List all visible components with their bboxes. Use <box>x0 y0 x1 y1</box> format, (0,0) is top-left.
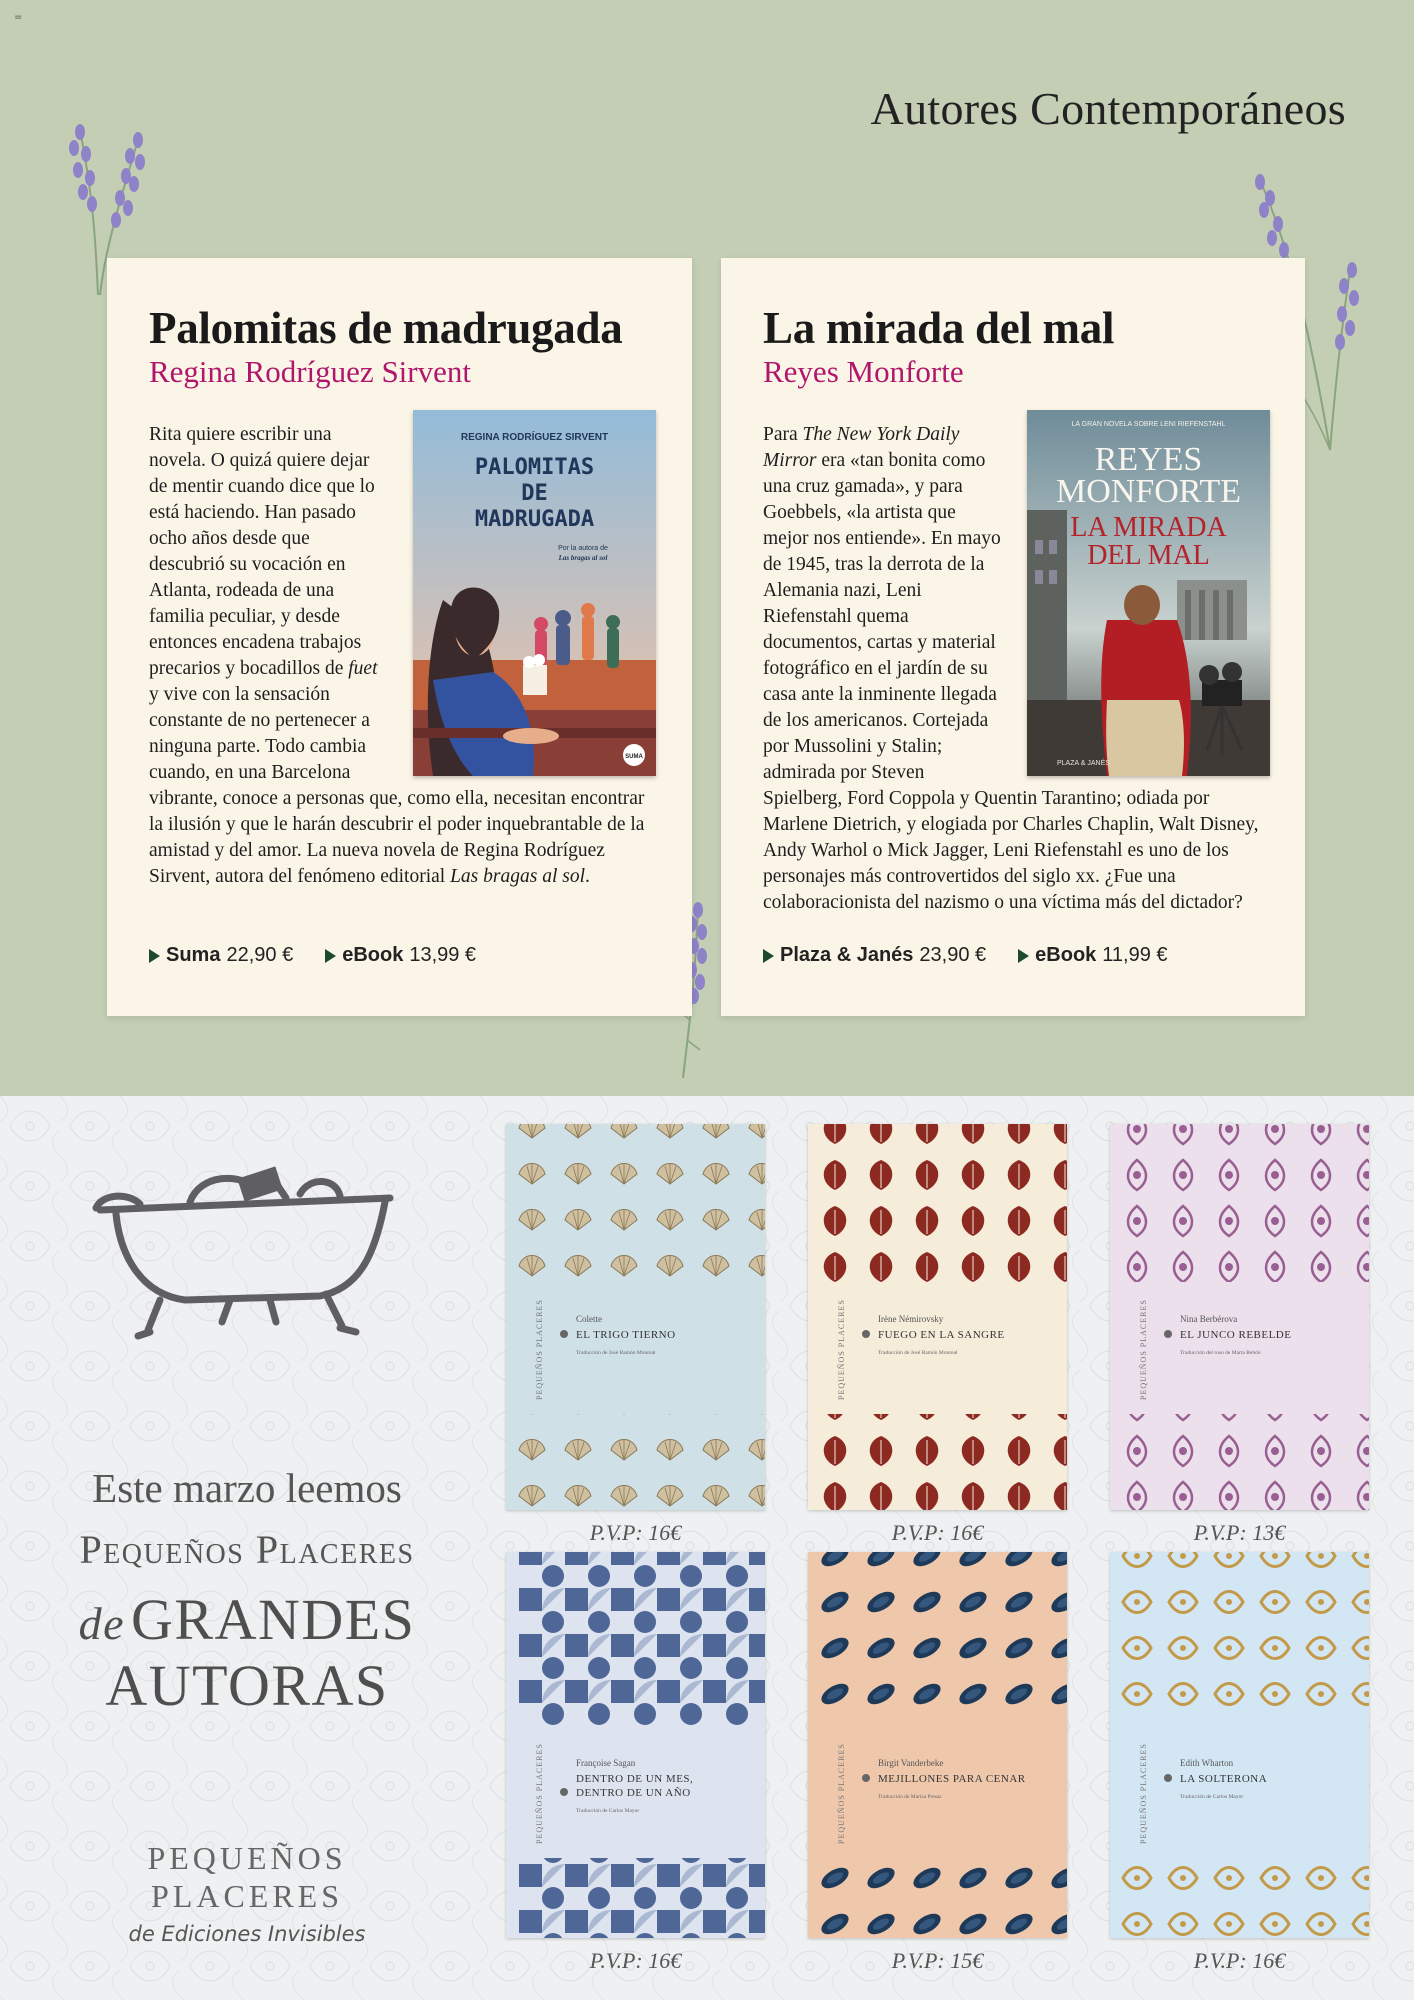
collection-book-price: P.V.P: 15€ <box>891 1948 984 1973</box>
cover-author: REGINA RODRÍGUEZ SIRVENT <box>460 432 609 443</box>
publisher-mark-icon <box>560 1788 568 1796</box>
cover-title-line: PALOMITAS <box>474 455 595 480</box>
cover-translator: Traducción de José Ramón Monreal <box>576 1350 656 1356</box>
promo-heading <box>0 1586 494 1653</box>
publisher-mark-icon <box>560 1330 568 1338</box>
cover-wrap-space <box>389 422 657 784</box>
book-author: Regina Rodríguez Sirvent <box>149 354 471 389</box>
collection-book-cover[interactable] <box>1110 1124 1369 1510</box>
cover-author: Françoise Sagan <box>576 1758 636 1768</box>
cover-title: LA SOLTERONA <box>1180 1773 1268 1785</box>
cover-translator: Traducción de Marisa Presas <box>878 1794 942 1800</box>
book-title: La mirada del mal <box>763 303 1115 353</box>
publisher-mark-icon <box>1164 1330 1172 1338</box>
menu-icon[interactable]: = <box>14 12 23 23</box>
cover-title-line: DEL MAL <box>1087 540 1210 571</box>
price-ebook[interactable] <box>325 944 476 967</box>
book-card <box>721 258 1305 1016</box>
promo-heading: Este marzo leemos <box>92 1465 402 1511</box>
cover-spine-label: PEQUEÑOS PLACERES <box>535 1743 544 1844</box>
book-author: Reyes Monforte <box>763 354 964 389</box>
cover-publisher-logo: PLAZA & JANÉS <box>1057 760 1110 767</box>
brand-publisher: de Ediciones Invisibles <box>128 1922 366 1946</box>
collection-book-cover[interactable] <box>506 1552 765 1938</box>
collection-book-cover[interactable] <box>808 1124 1067 1510</box>
price-value: 11,99 € <box>1102 944 1168 966</box>
brand-logo: PLACERES <box>150 1878 344 1914</box>
cover-translator: Traducción de Carlos Mayor <box>576 1808 640 1814</box>
cover-pattern-baroque <box>1110 1552 1369 1938</box>
promo-panel <box>0 1096 500 2000</box>
edition-label: Plaza & Janés <box>780 944 914 966</box>
cover-title: DENTRO DE UN AÑO <box>576 1787 691 1799</box>
cover-kicker: LA GRAN NOVELA SOBRE LENI RIEFENSTAHL <box>1071 421 1226 428</box>
promo-heading-de: de <box>78 1598 125 1649</box>
synopsis-emphasis: fuet <box>348 658 378 679</box>
bathtub-icon <box>90 1154 400 1354</box>
cover-author: MONFORTE <box>1056 473 1241 510</box>
collection-book-cover[interactable] <box>808 1552 1067 1938</box>
price-ebook[interactable] <box>1018 944 1167 967</box>
triangle-bullet-icon <box>1018 949 1029 963</box>
collection-book-price: P.V.P: 16€ <box>589 1520 682 1545</box>
triangle-bullet-icon <box>763 949 774 963</box>
collection-book-price: P.V.P: 16€ <box>1193 1948 1286 1973</box>
cover-author: Nina Berbérova <box>1180 1314 1238 1324</box>
cover-author: Colette <box>576 1314 602 1324</box>
cover-translator: Traducción del ruso de Marta Rebón <box>1180 1350 1261 1356</box>
cover-author: REYES <box>1094 441 1203 478</box>
price-print[interactable] <box>149 944 293 967</box>
price-value: 13,99 € <box>409 944 477 966</box>
cover-tagline: Las bragas al sol <box>558 554 608 562</box>
cover-title: EL JUNCO REBELDE <box>1180 1329 1292 1341</box>
cover-title: DENTRO DE UN MES, <box>576 1773 694 1785</box>
triangle-bullet-icon <box>325 949 336 963</box>
synopsis-text: Para <box>763 424 803 445</box>
book-title: Palomitas de madrugada <box>149 303 623 353</box>
collection-book-price: P.V.P: 16€ <box>891 1520 984 1545</box>
collection-book-cover[interactable] <box>506 1124 765 1510</box>
collection-book-price: P.V.P: 13€ <box>1193 1520 1286 1545</box>
cover-spine-label: PEQUEÑOS PLACERES <box>837 1743 846 1844</box>
synopsis-text: y vive con la sensación constante de no pertenecer a ninguna parte. Todo cambia cuando, en una Barcelona vibrante, conoce a personas que, como ella, necesitan encontrar la ilusión y que le harán descubrir el poder inquebrantable de la amistad y del amor. La nueva novela de Regina Rodríguez Sirvent, autora del fenómeno editorial <box>149 684 645 887</box>
cover-spine-label: PEQUEÑOS PLACERES <box>535 1299 544 1400</box>
publisher-mark-icon <box>862 1774 870 1782</box>
cover-title-line: DE <box>521 481 548 506</box>
cover-author: Birgit Vanderbeke <box>878 1758 944 1768</box>
price-value: 23,90 € <box>919 944 987 966</box>
triangle-bullet-icon <box>149 949 160 963</box>
cover-pattern-shells <box>506 1124 765 1510</box>
brand-logo: PEQUEÑOS <box>147 1840 347 1876</box>
edition-label: eBook <box>1035 944 1097 966</box>
promo-heading: Pequeños Placeres <box>79 1527 415 1572</box>
price-list <box>763 944 1168 967</box>
cover-title-line: MADRUGADA <box>474 507 595 532</box>
price-list <box>149 944 476 967</box>
collection-section <box>0 1096 1414 2000</box>
cover-title-line: LA MIRADA <box>1070 512 1227 543</box>
cover-author: Edith Wharton <box>1180 1758 1234 1768</box>
cover-pattern-damask <box>1110 1124 1369 1510</box>
publisher-mark-icon <box>862 1330 870 1338</box>
synopsis-text: Rita quiere escribir una novela. O quizá quiere dejar de mentir cuando dice que lo está haciendo. Han pasado ocho años desde que descubrió su vocación en Atlanta, rodeada de una familia peculiar, y desde entonces encadena trabajos precarios y bocadillos de <box>149 424 375 679</box>
cover-author: Irène Némirovsky <box>878 1314 944 1324</box>
cover-spine-label: PEQUEÑOS PLACERES <box>1139 1299 1148 1400</box>
edition-label: Suma <box>166 944 221 966</box>
cover-wrap-space <box>1003 422 1271 784</box>
cover-publisher-logo: SUMA <box>625 754 643 760</box>
collection-book-cover[interactable] <box>1110 1552 1369 1938</box>
promo-heading-main: GRANDES <box>131 1587 416 1652</box>
book-card <box>107 258 692 1016</box>
cover-title: EL TRIGO TIERNO <box>576 1329 676 1341</box>
edition-label: eBook <box>342 944 404 966</box>
book-synopsis <box>149 422 657 890</box>
cover-pattern-leaves <box>808 1124 1067 1510</box>
section-title: Autores Contemporáneos <box>870 83 1346 134</box>
cover-translator: Traducción de José Ramón Monreal <box>878 1350 958 1356</box>
collection-book-price: P.V.P: 16€ <box>589 1948 682 1973</box>
promo-heading: AUTORAS <box>105 1653 389 1718</box>
cover-translator: Traducción de Carlos Mayor <box>1180 1794 1244 1800</box>
synopsis-text: era «tan bonita como una cruz gamada», y para Goebbels, «la artista que mejor nos entiende». En mayo de 1945, tras la derrota de la Alemania nazi, Leni Riefenstahl quema documentos, cartas y material fotográfico en el jardín de su casa ante la inminente llegada de los americanos. Cortejada por Mussolini y Stalin; admirada por Steven Spielberg, Ford Coppola y Quentin Tarantino; odiada por Marlene Dietrich, y elogiada por Charles Chaplin, Walt Disney, Andy Warhol o Mick Jagger, Leni Riefenstahl es uno de los personajes más controvertidos del siglo xx. ¿Fue una colaboracionista del nazismo o una víctima más del dictador? <box>763 450 1259 913</box>
cover-spine-label: PEQUEÑOS PLACERES <box>1139 1743 1148 1844</box>
price-print[interactable] <box>763 944 986 967</box>
synopsis-text: . <box>585 866 590 887</box>
cover-title: MEJILLONES PARA CENAR <box>878 1773 1026 1785</box>
cover-title: FUEGO EN LA SANGRE <box>878 1329 1005 1341</box>
synopsis-emphasis: Las bragas al sol <box>450 866 585 887</box>
cover-pattern-mussels <box>808 1552 1067 1938</box>
publisher-mark-icon <box>1164 1774 1172 1782</box>
price-value: 22,90 € <box>226 944 294 966</box>
cover-pattern-geometric <box>506 1552 765 1938</box>
synopsis-emphasis: The New York Daily Mirror <box>763 424 960 471</box>
cover-tagline: Por la autora de <box>558 545 608 552</box>
book-synopsis <box>763 422 1271 916</box>
cover-spine-label: PEQUEÑOS PLACERES <box>837 1299 846 1400</box>
